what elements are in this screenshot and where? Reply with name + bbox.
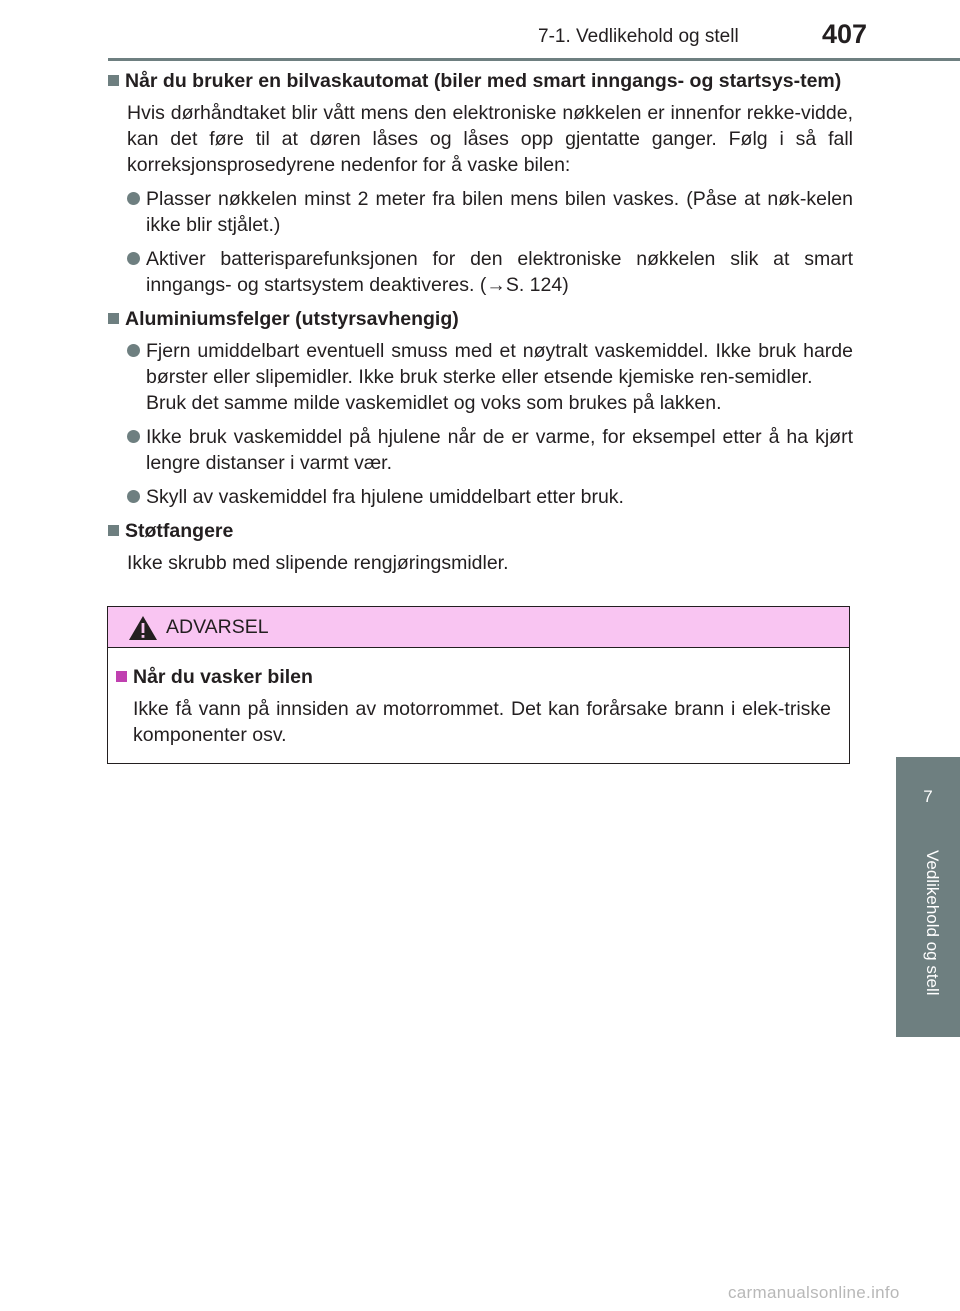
warning-body (108, 648, 849, 748)
header-rule (108, 58, 960, 61)
square-bullet-icon (108, 525, 119, 536)
round-bullet-icon (127, 344, 140, 357)
chapter-tab-number: 7 (896, 757, 960, 837)
warning-box (107, 606, 850, 764)
square-bullet-icon (116, 671, 127, 682)
warning-title: ADVARSEL (166, 616, 269, 638)
list-item: Skyll av vaskemiddel fra hjulene umiddelbart etter bruk. (127, 484, 853, 510)
section-paragraph: Hvis dørhåndtaket blir vått mens den elektroniske nøkkelen er innenfor rekke-vidde, kan det føre til at døren låses og låses opp gjentatte ganger. Følg i så fall korreksjonsprosedyrene nedenfor for å vaske bilen: (127, 102, 853, 176)
round-bullet-icon (127, 490, 140, 503)
warning-header (108, 607, 849, 648)
round-bullet-icon (127, 192, 140, 205)
section-paragraph: Ikke skrubb med slipende rengjøringsmidler. (127, 552, 509, 574)
chapter-tab-label: Vedlikehold og stell (923, 850, 942, 996)
section-heading: Støtfangere (108, 518, 853, 544)
warning-triangle-icon (128, 615, 158, 641)
header-section-title: 7-1. Vedlikehold og stell (538, 26, 739, 47)
warning-text: Ikke få vann på innsiden av motorrommet. Det kan forårsake brann i elek-triske komponenter osv. (133, 698, 831, 746)
list-item: Fjern umiddelbart eventuell smuss med et nøytralt vaskemiddel. Ikke bruk harde børster eller slipemidler. Ikke bruk sterke eller etsende kjemiske ren-semidler. Bruk det samme milde vaskemidlet og voks som brukes på lakken. (127, 338, 853, 416)
round-bullet-icon (127, 252, 140, 265)
warning-heading: Når du vasker bilen (116, 664, 831, 690)
round-bullet-icon (127, 430, 140, 443)
section-heading: Når du bruker en bilvaskautomat (biler med smart inngangs- og startsys-tem) (108, 68, 853, 94)
watermark: carmanualsonline.info (728, 1283, 900, 1302)
main-content (108, 68, 853, 584)
page-number: 407 (822, 19, 868, 49)
list-item: Plasser nøkkelen minst 2 meter fra bilen mens bilen vaskes. (Påse at nøk-kelen ikke blir stjålet.) (127, 186, 853, 238)
list-item: Aktiver batterisparefunksjonen for den elektroniske nøkkelen slik at smart inngangs- og startsystem deaktiveres. (→S. 124) (127, 246, 853, 298)
square-bullet-icon (108, 313, 119, 324)
section-heading: Aluminiumsfelger (utstyrsavhengig) (108, 306, 853, 332)
square-bullet-icon (108, 75, 119, 86)
list-item: Ikke bruk vaskemiddel på hjulene når de er varme, for eksempel etter å ha kjørt lengre distanser i varmt vær. (127, 424, 853, 476)
